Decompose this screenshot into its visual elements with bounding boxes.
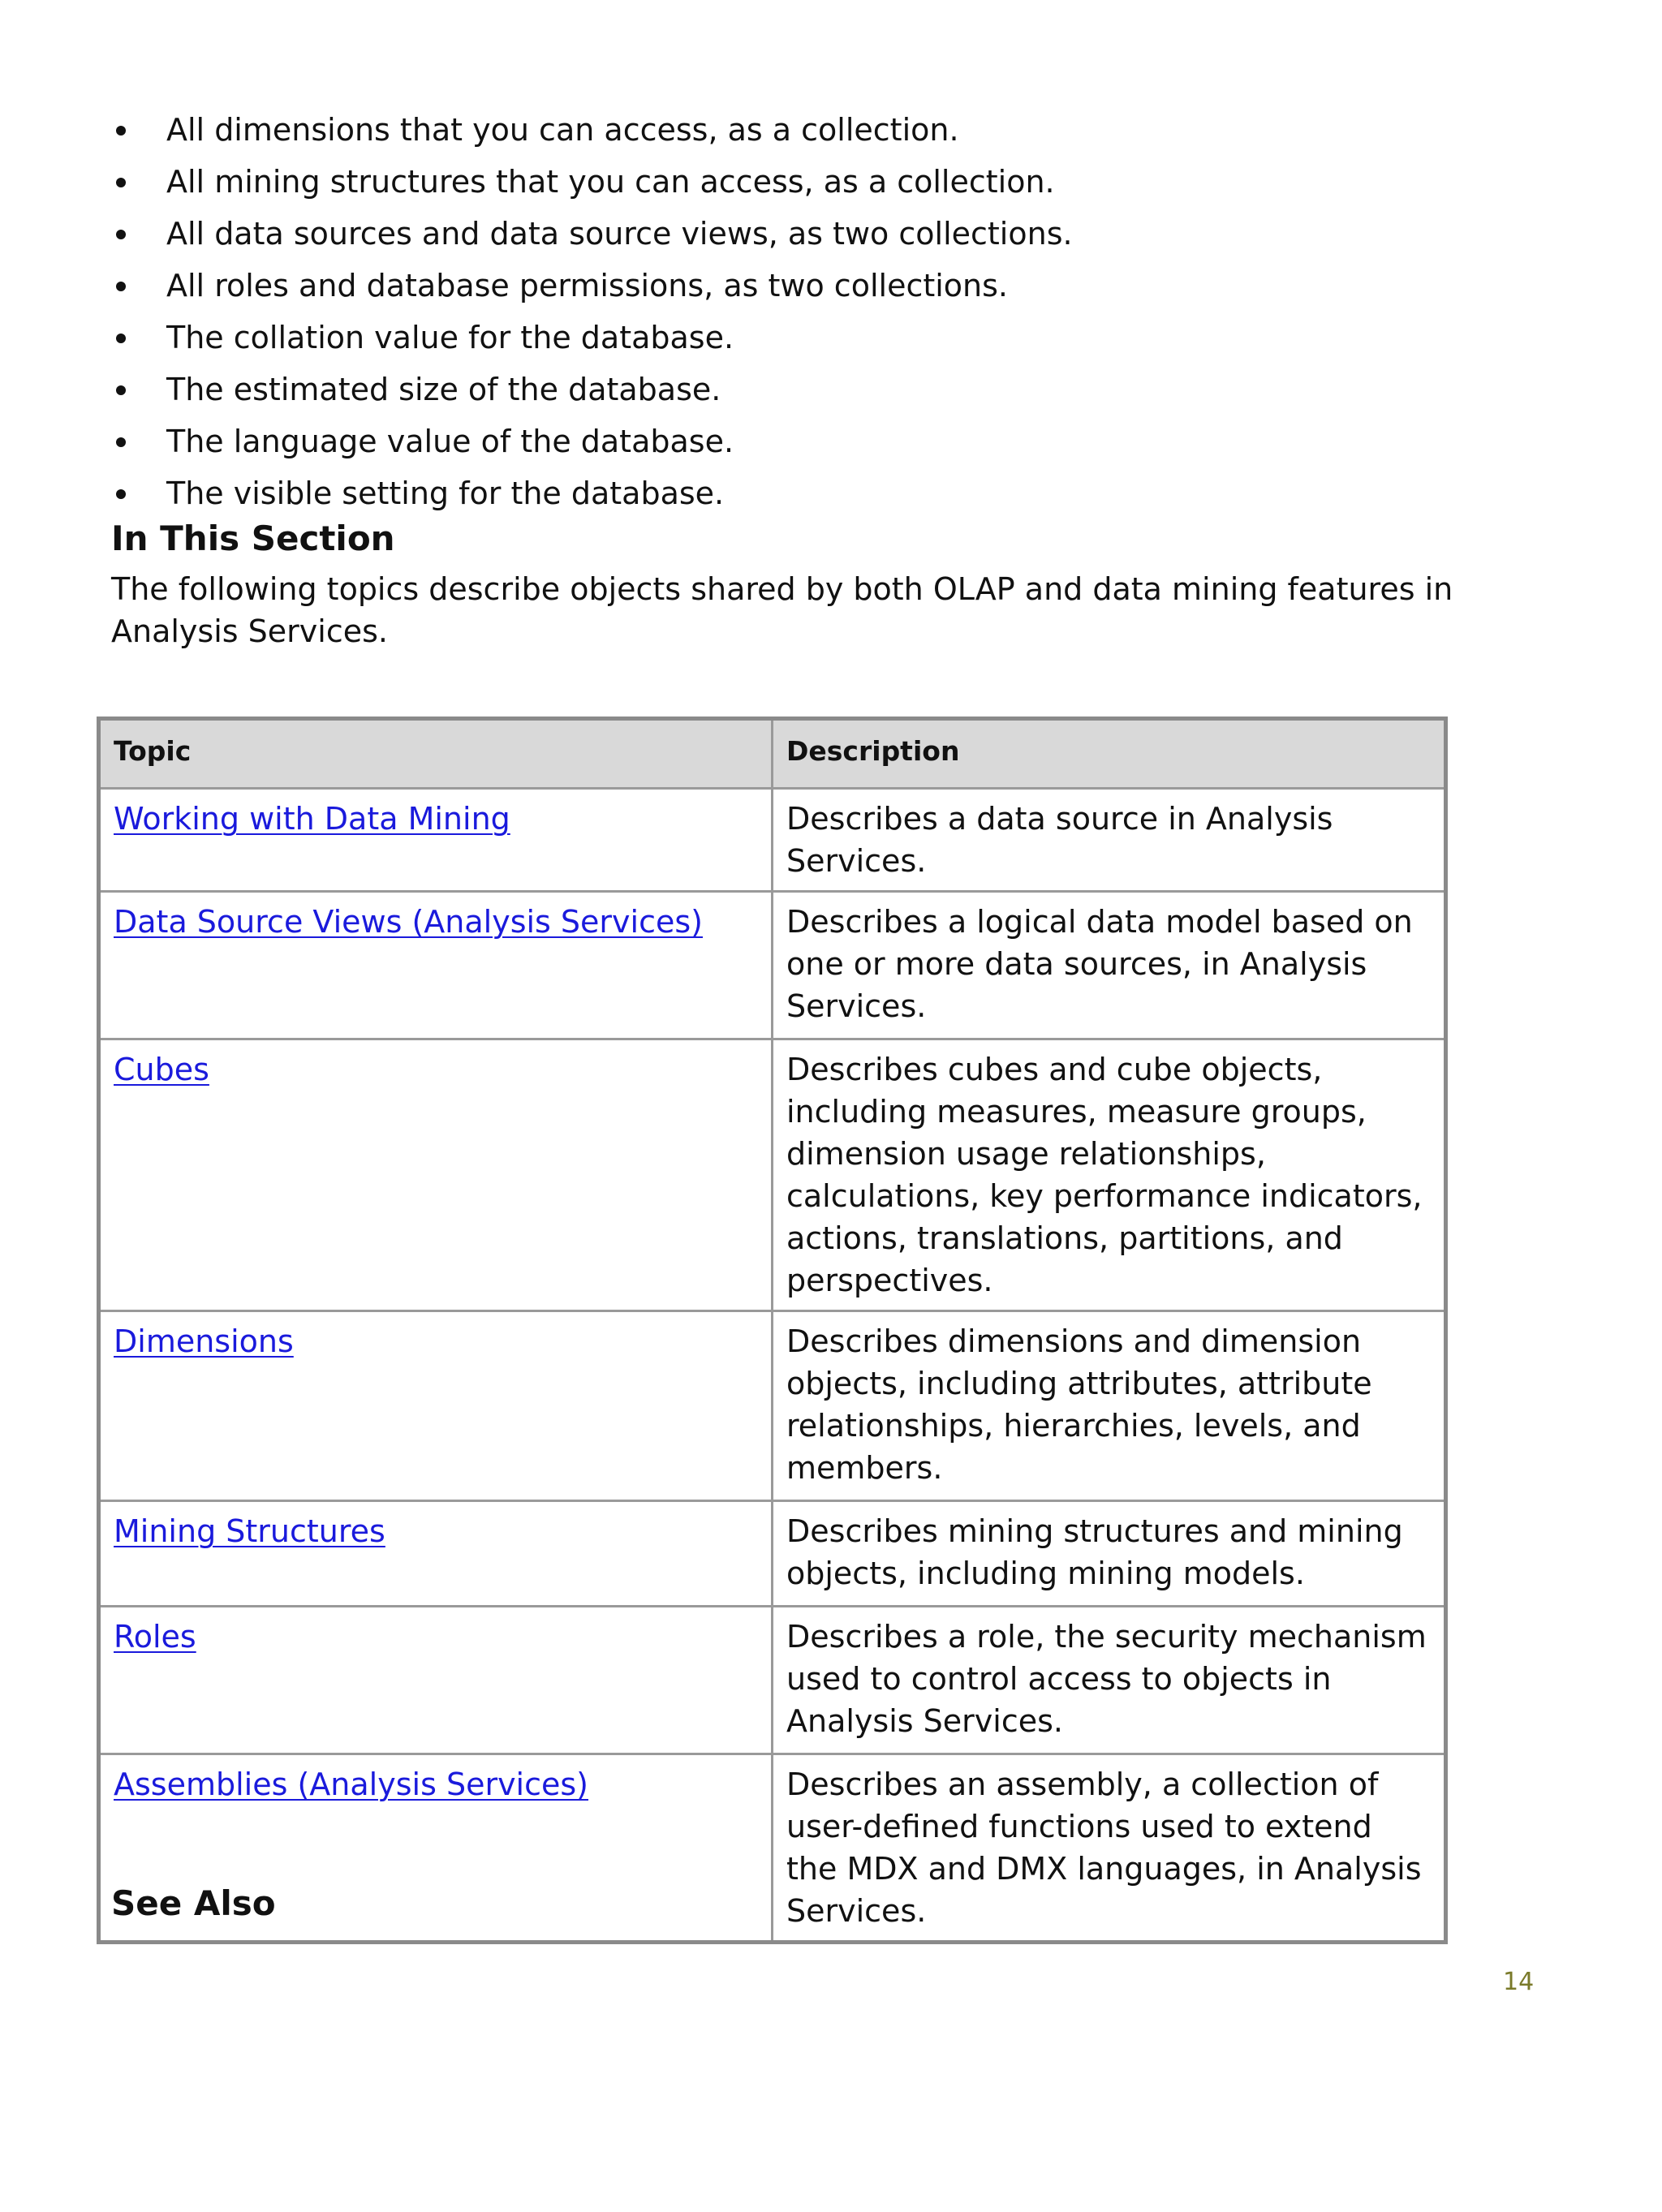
bullet-icon	[116, 489, 126, 499]
topic-cell	[99, 892, 773, 1039]
bullet-icon	[116, 126, 126, 136]
list-item-text: The collation value for the database.	[166, 320, 734, 355]
column-header-description: Description	[773, 719, 1446, 789]
table-header-row	[99, 719, 1446, 789]
description-cell: Describes a data source in Analysis Services.	[773, 789, 1446, 892]
list-item-text: All dimensions that you can access, as a collection.	[166, 112, 959, 148]
description-cell: Describes mining structures and mining objects, including mining models.	[773, 1501, 1446, 1607]
section-heading: In This Section	[111, 519, 395, 558]
bullet-icon	[116, 385, 126, 395]
bullet-icon	[116, 178, 126, 187]
table-row	[99, 892, 1446, 1039]
bullet-icon	[116, 334, 126, 343]
list-item	[111, 208, 1572, 260]
description-cell: Describes an assembly, a collection of user-defined functions used to extend the MDX and DMX languages, in Analysis Services.	[773, 1754, 1446, 1943]
topic-cell	[99, 1039, 773, 1311]
list-item	[111, 156, 1572, 208]
list-item-text: The visible setting for the database.	[166, 476, 725, 511]
table-row	[99, 789, 1446, 892]
bullet-icon	[116, 230, 126, 239]
table-row	[99, 1754, 1446, 1943]
bullet-list	[111, 104, 1572, 519]
description-cell: Describes a logical data model based on one or more data sources, in Analysis Services.	[773, 892, 1446, 1039]
list-item-text: The language value of the database.	[166, 424, 734, 459]
list-item	[111, 467, 1572, 519]
list-item-text: The estimated size of the database.	[166, 372, 721, 407]
bullet-icon	[116, 437, 126, 447]
list-item	[111, 415, 1572, 467]
table-row	[99, 1607, 1446, 1754]
list-item	[111, 312, 1572, 364]
column-header-topic: Topic	[99, 719, 773, 789]
description-cell: Describes a role, the security mechanism used to control access to objects in Analysis Services.	[773, 1607, 1446, 1754]
topic-link[interactable]: Assemblies (Analysis Services)	[114, 1767, 589, 1802]
topic-cell	[99, 789, 773, 892]
topics-table	[97, 717, 1448, 1944]
topic-link[interactable]: Roles	[114, 1619, 196, 1655]
bullet-icon	[116, 282, 126, 291]
list-item-text: All roles and database permissions, as two collections.	[166, 268, 1009, 303]
topic-cell	[99, 1311, 773, 1501]
description-cell: Describes dimensions and dimension objects, including attributes, attribute relationships, hierarchies, levels, and members.	[773, 1311, 1446, 1501]
topic-link[interactable]: Cubes	[114, 1052, 209, 1087]
table-row	[99, 1039, 1446, 1311]
list-item	[111, 364, 1572, 415]
table-row	[99, 1311, 1446, 1501]
topic-link[interactable]: Mining Structures	[114, 1513, 385, 1549]
page-number: 14	[1503, 1968, 1535, 1996]
list-item	[111, 260, 1572, 312]
description-cell: Describes cubes and cube objects, including measures, measure groups, dimension usage relationships, calculations, key performance indicators, actions, translations, partitions, and perspectives.	[773, 1039, 1446, 1311]
section-intro: The following topics describe objects shared by both OLAP and data mining features in Analysis Services.	[111, 571, 1453, 649]
list-item	[111, 104, 1572, 156]
see-also-heading: See Also	[111, 1883, 276, 1923]
topic-link[interactable]: Data Source Views (Analysis Services)	[114, 904, 703, 940]
table-row	[99, 1501, 1446, 1607]
list-item-text: All mining structures that you can access, as a collection.	[166, 164, 1055, 200]
topic-link[interactable]: Working with Data Mining	[114, 801, 510, 837]
list-item-text: All data sources and data source views, as two collections.	[166, 216, 1073, 252]
topic-link[interactable]: Dimensions	[114, 1323, 294, 1359]
topic-cell	[99, 1501, 773, 1607]
topic-cell	[99, 1607, 773, 1754]
